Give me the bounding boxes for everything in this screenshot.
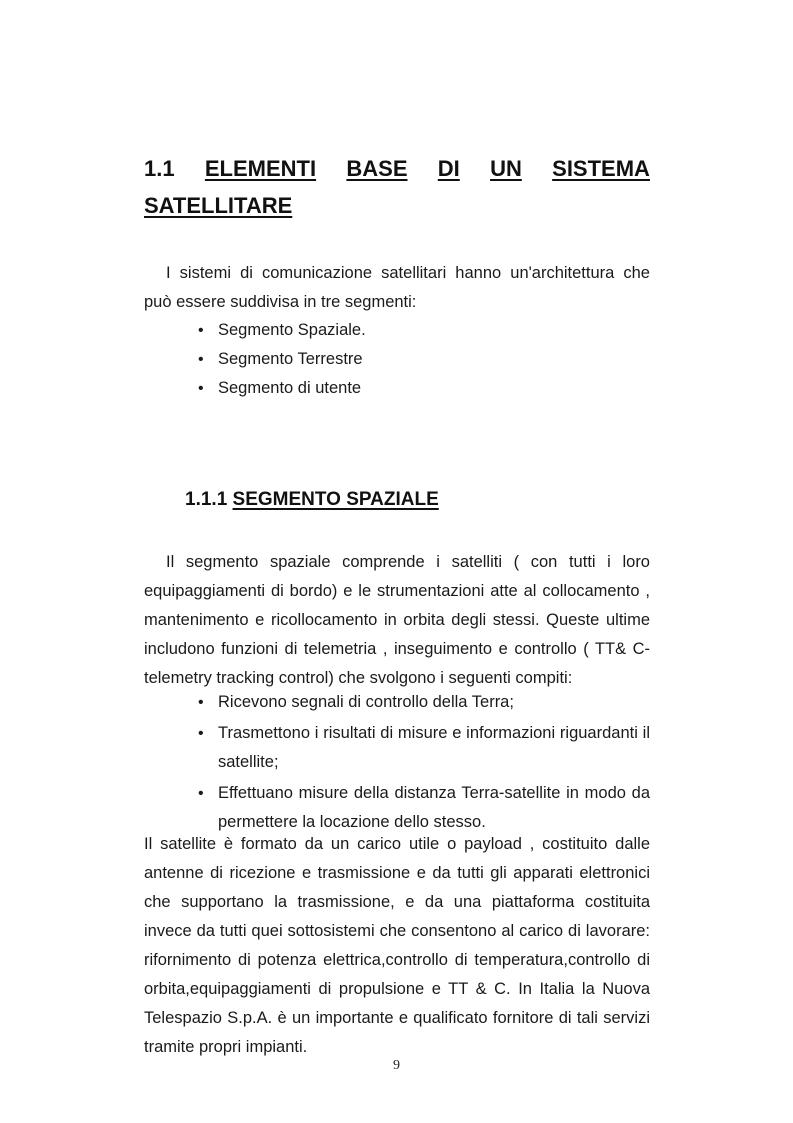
heading-word-un: UN [490,156,522,181]
tasks-list [198,688,650,837]
intro-paragraph: I sistemi di comunicazione satellitari hanno un'architettura che può essere suddivisa in tre segmenti: [144,264,650,311]
section-heading-line-2 [144,187,650,224]
bullet-icon: • [198,785,204,802]
bullet-icon: • [198,380,204,397]
list-item: • Trasmettono i risultati di misure e informazioni riguardanti il satellite; [198,719,650,777]
list-item: • Effettuano misure della distanza Terra-satellite in modo da permettere la locazione dello stesso. [198,779,650,837]
list-item: • Ricevono segnali di controllo della Terra; [198,688,650,717]
heading-word-sistema: SISTEMA [552,156,650,181]
list-item: • Segmento Terrestre [198,345,650,374]
heading-word-base: BASE [346,156,408,181]
section-heading [144,150,650,224]
space-segment-paragraph: Il segmento spaziale comprende i satelliti ( con tutti i loro equipaggiamenti di bordo) e le strumentazioni atte al collocamento , mantenimento e ricollocamento in orbita degli stessi. Queste ultime includono funzioni di telemetria , inseguimento e controllo ( TT& C-telemetry tracking control) che svolgono i seguenti compiti: [144,553,650,687]
segments-list [198,316,650,403]
bullet-icon: • [198,351,204,368]
subsection-number: 1.1.1 [185,489,228,510]
bullet-icon: • [198,322,204,339]
page-number: 9 [393,1058,400,1073]
section-heading-line-1 [144,150,650,187]
bullet-icon: • [198,694,204,711]
list-item: • Segmento Spaziale. [198,316,650,345]
subsection-heading [185,486,439,514]
subsection-title: SEGMENTO SPAZIALE [232,489,439,510]
heading-word-di: DI [437,156,460,181]
list-item: • Segmento di utente [198,374,650,403]
heading-word-satellitare: SATELLITARE [144,193,293,218]
section-number: 1.1 [144,156,175,181]
bullet-icon: • [198,725,204,742]
satellite-paragraph: Il satellite è formato da un carico utile o payload , costituito dalle antenne di ricezione e trasmissione e da tutti gli apparati elettronici che supportano la trasmissione, e da una piattaforma costituita invece da tutti quei sottosistemi che consentono al carico di lavorare: rifornimento di potenza elettrica,controllo di temperatura,controllo di orbita,equipaggiamenti di propulsione e TT & C. In Italia la Nuova Telespazio S.p.A. è un importante e qualificato fornitore di tali servizi tramite propri impianti. [144,835,650,1056]
heading-word-elementi: ELEMENTI [204,156,317,181]
